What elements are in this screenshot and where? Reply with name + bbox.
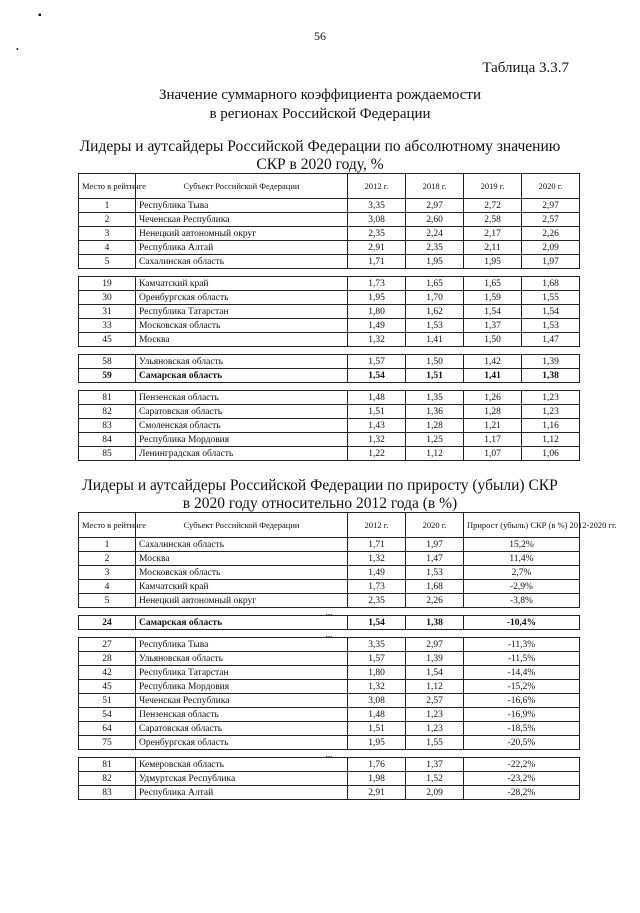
table-row	[79, 391, 580, 405]
value-2020-cell: 1,12	[406, 680, 464, 694]
value-2012-cell: 1,73	[348, 277, 406, 291]
page-title-line: в регионах Российской Федерации	[209, 106, 431, 122]
table-row	[79, 652, 580, 666]
value-2012-cell: 1,48	[348, 391, 406, 405]
region-name-cell: Чеченская Республика	[136, 694, 348, 708]
table-row	[79, 199, 580, 213]
rank-cell: 3	[79, 227, 136, 241]
fertility-absolute-table	[78, 173, 580, 461]
growth-percent-cell: -11,3%	[464, 638, 580, 652]
table-row	[79, 538, 580, 552]
page-title-line: Значение суммарного коэффициента рождаемости	[159, 87, 481, 103]
ellipsis-separator: ...	[79, 630, 580, 638]
value-2019-cell: 1,21	[464, 419, 522, 433]
rank-cell: 2	[79, 552, 136, 566]
table-row	[79, 419, 580, 433]
value-2012-cell: 1,22	[348, 447, 406, 461]
value-2019-cell: 1,26	[464, 391, 522, 405]
value-2019-cell: 1,95	[464, 255, 522, 269]
rank-cell: 5	[79, 594, 136, 608]
value-2020-cell: 2,09	[406, 786, 464, 800]
value-2018-cell: 1,41	[406, 333, 464, 347]
value-2020-cell: 2,09	[522, 241, 580, 255]
region-name-cell: Камчатский край	[136, 580, 348, 594]
value-2020-cell: 2,57	[406, 694, 464, 708]
header-2019: 2019 г.	[464, 174, 522, 199]
rank-cell: 81	[79, 758, 136, 772]
rank-cell: 51	[79, 694, 136, 708]
table-row	[79, 319, 580, 333]
growth-percent-cell: -3,8%	[464, 594, 580, 608]
value-2018-cell: 1,25	[406, 433, 464, 447]
scan-mark: •	[16, 45, 19, 54]
value-2012-cell: 3,08	[348, 694, 406, 708]
table-row	[79, 355, 580, 369]
region-name-cell: Саратовская область	[136, 722, 348, 736]
value-2020-cell: 2,26	[406, 594, 464, 608]
value-2012-cell: 1,95	[348, 736, 406, 750]
fertility-growth-table	[78, 512, 617, 800]
value-2020-cell: 1,47	[522, 333, 580, 347]
value-2020-cell: 1,06	[522, 447, 580, 461]
value-2012-cell: 1,80	[348, 305, 406, 319]
header-rank: Место в рейтинге	[79, 513, 136, 538]
value-2019-cell: 2,58	[464, 213, 522, 227]
rank-cell: 45	[79, 333, 136, 347]
value-2020-cell: 1,12	[522, 433, 580, 447]
header-2012: 2012 г.	[348, 174, 406, 199]
region-name-cell: Республика Татарстан	[136, 666, 348, 680]
value-2012-cell: 1,54	[348, 369, 406, 383]
table-row	[79, 786, 580, 800]
region-name-cell: Республика Татарстан	[136, 305, 348, 319]
value-2012-cell: 1,51	[348, 722, 406, 736]
header-subject: Субъект Российской Федерации	[136, 174, 348, 199]
rank-cell: 85	[79, 447, 136, 461]
ellipsis-separator	[79, 347, 580, 355]
value-2012-cell: 1,32	[348, 680, 406, 694]
value-2012-cell: 1,49	[348, 319, 406, 333]
table-gap-row	[79, 630, 580, 638]
value-2018-cell: 1,53	[406, 319, 464, 333]
region-name-cell: Республика Тыва	[136, 638, 348, 652]
value-2018-cell: 2,24	[406, 227, 464, 241]
growth-percent-cell: 11,4%	[464, 552, 580, 566]
value-2019-cell: 1,54	[464, 305, 522, 319]
value-2012-cell: 1,32	[348, 433, 406, 447]
value-2012-cell: 1,32	[348, 552, 406, 566]
table-reference: Таблица 3.3.7	[482, 60, 569, 76]
value-2019-cell: 2,17	[464, 227, 522, 241]
rank-cell: 2	[79, 213, 136, 227]
value-2020-cell: 1,55	[522, 291, 580, 305]
region-name-cell: Удмуртская Республика	[136, 772, 348, 786]
value-2020-cell: 1,23	[522, 405, 580, 419]
table-row	[79, 227, 580, 241]
value-2020-cell: 1,97	[406, 538, 464, 552]
growth-percent-cell: -22,2%	[464, 758, 580, 772]
value-2012-cell: 1,71	[348, 255, 406, 269]
table-row	[79, 580, 580, 594]
table-row	[79, 369, 580, 383]
table-row	[79, 772, 580, 786]
value-2012-cell: 1,80	[348, 666, 406, 680]
ellipsis-separator	[79, 383, 580, 391]
value-2018-cell: 1,50	[406, 355, 464, 369]
growth-percent-cell: -10,4%	[464, 616, 580, 630]
value-2020-cell: 1,16	[522, 419, 580, 433]
value-2020-cell: 1,37	[406, 758, 464, 772]
region-name-cell: Самарская область	[136, 616, 348, 630]
rank-cell: 28	[79, 652, 136, 666]
growth-percent-cell: 2,7%	[464, 566, 580, 580]
value-2012-cell: 2,35	[348, 227, 406, 241]
value-2018-cell: 1,36	[406, 405, 464, 419]
rank-cell: 58	[79, 355, 136, 369]
region-name-cell: Москва	[136, 552, 348, 566]
rank-cell: 64	[79, 722, 136, 736]
growth-percent-cell: -28,2%	[464, 786, 580, 800]
table-gap-row	[79, 383, 580, 391]
table-row	[79, 680, 580, 694]
ellipsis-separator: ...	[79, 608, 580, 616]
table-row	[79, 241, 580, 255]
rank-cell: 83	[79, 786, 136, 800]
table-gap-row	[79, 608, 580, 616]
rank-cell: 45	[79, 680, 136, 694]
scan-mark: ▪	[38, 10, 42, 21]
rank-cell: 5	[79, 255, 136, 269]
value-2012-cell: 1,57	[348, 355, 406, 369]
table2-title-line: в 2020 году относительно 2012 года (в %)	[182, 495, 458, 512]
value-2012-cell: 1,48	[348, 708, 406, 722]
value-2012-cell: 2,91	[348, 786, 406, 800]
region-name-cell: Оренбургская область	[136, 736, 348, 750]
rank-cell: 83	[79, 419, 136, 433]
value-2020-cell: 1,55	[406, 736, 464, 750]
header-2020: 2020 г.	[522, 174, 580, 199]
rank-cell: 27	[79, 638, 136, 652]
value-2019-cell: 1,07	[464, 447, 522, 461]
table1-title-line: СКР в 2020 году, %	[256, 156, 384, 173]
rank-cell: 82	[79, 405, 136, 419]
growth-percent-cell: -2,9%	[464, 580, 580, 594]
table-row	[79, 433, 580, 447]
value-2020-cell: 1,23	[406, 708, 464, 722]
growth-percent-cell: -23,2%	[464, 772, 580, 786]
table-row	[79, 333, 580, 347]
value-2012-cell: 1,49	[348, 566, 406, 580]
region-name-cell: Ульяновская область	[136, 355, 348, 369]
table-gap-row	[79, 750, 580, 758]
table-row	[79, 255, 580, 269]
region-name-cell: Ненецкий автономный округ	[136, 594, 348, 608]
rank-cell: 54	[79, 708, 136, 722]
table-row	[79, 722, 580, 736]
value-2019-cell: 1,50	[464, 333, 522, 347]
table-row	[79, 405, 580, 419]
value-2020-cell: 1,68	[406, 580, 464, 594]
ellipsis-separator	[79, 269, 580, 277]
table-row	[79, 666, 580, 680]
growth-percent-cell: -18,5%	[464, 722, 580, 736]
value-2019-cell: 2,11	[464, 241, 522, 255]
table-row	[79, 447, 580, 461]
value-2020-cell: 1,68	[522, 277, 580, 291]
region-name-cell: Ульяновская область	[136, 652, 348, 666]
table-body	[79, 199, 580, 461]
value-2018-cell: 1,70	[406, 291, 464, 305]
rank-cell: 81	[79, 391, 136, 405]
value-2019-cell: 1,41	[464, 369, 522, 383]
table-header-row	[79, 513, 580, 538]
growth-percent-cell: -14,4%	[464, 666, 580, 680]
table-row	[79, 758, 580, 772]
value-2020-cell: 1,53	[406, 566, 464, 580]
region-name-cell: Чеченская Республика	[136, 213, 348, 227]
value-2018-cell: 1,28	[406, 419, 464, 433]
region-name-cell: Республика Тыва	[136, 199, 348, 213]
value-2020-cell: 2,97	[406, 638, 464, 652]
growth-percent-cell: -15,2%	[464, 680, 580, 694]
table-row	[79, 638, 580, 652]
rank-cell: 33	[79, 319, 136, 333]
region-name-cell: Республика Мордовия	[136, 680, 348, 694]
region-name-cell: Самарская область	[136, 369, 348, 383]
value-2020-cell: 1,47	[406, 552, 464, 566]
region-name-cell: Сахалинская область	[136, 538, 348, 552]
value-2012-cell: 1,73	[348, 580, 406, 594]
rank-cell: 42	[79, 666, 136, 680]
header-subject: Субъект Российской Федерации	[136, 513, 348, 538]
value-2020-cell: 1,23	[522, 391, 580, 405]
value-2012-cell: 1,95	[348, 291, 406, 305]
rank-cell: 30	[79, 291, 136, 305]
rank-cell: 1	[79, 199, 136, 213]
region-name-cell: Ненецкий автономный округ	[136, 227, 348, 241]
rank-cell: 1	[79, 538, 136, 552]
value-2020-cell: 1,38	[406, 616, 464, 630]
value-2012-cell: 1,32	[348, 333, 406, 347]
table-row	[79, 552, 580, 566]
value-2018-cell: 2,35	[406, 241, 464, 255]
region-name-cell: Республика Мордовия	[136, 433, 348, 447]
value-2012-cell: 1,51	[348, 405, 406, 419]
page-title	[0, 86, 640, 124]
table-row	[79, 305, 580, 319]
value-2020-cell: 1,52	[406, 772, 464, 786]
value-2019-cell: 1,37	[464, 319, 522, 333]
header-growth: Прирост (убыль) СКР (в %) 2012-2020 гг.	[464, 513, 580, 538]
value-2018-cell: 1,35	[406, 391, 464, 405]
value-2019-cell: 1,17	[464, 433, 522, 447]
region-name-cell: Пензенская область	[136, 391, 348, 405]
rank-cell: 84	[79, 433, 136, 447]
value-2012-cell: 2,91	[348, 241, 406, 255]
value-2019-cell: 1,28	[464, 405, 522, 419]
region-name-cell: Саратовская область	[136, 405, 348, 419]
ellipsis-separator: ...	[79, 750, 580, 758]
value-2012-cell: 1,71	[348, 538, 406, 552]
table-row	[79, 708, 580, 722]
region-name-cell: Ленинградская область	[136, 447, 348, 461]
table1-title-line: Лидеры и аутсайдеры Российской Федерации по абсолютному значению	[79, 138, 561, 155]
region-name-cell: Республика Алтай	[136, 241, 348, 255]
table-gap-row	[79, 269, 580, 277]
rank-cell: 4	[79, 580, 136, 594]
region-name-cell: Московская область	[136, 566, 348, 580]
region-name-cell: Пензенская область	[136, 708, 348, 722]
value-2012-cell: 1,57	[348, 652, 406, 666]
table2-title	[0, 477, 640, 513]
value-2020-cell: 1,54	[406, 666, 464, 680]
rank-cell: 59	[79, 369, 136, 383]
value-2019-cell: 1,65	[464, 277, 522, 291]
table2-title-line: Лидеры и аутсайдеры Российской Федерации по приросту (убыли) СКР	[82, 477, 558, 494]
region-name-cell: Московская область	[136, 319, 348, 333]
region-name-cell: Кемеровская область	[136, 758, 348, 772]
value-2020-cell: 1,54	[522, 305, 580, 319]
value-2018-cell: 1,12	[406, 447, 464, 461]
value-2019-cell: 1,42	[464, 355, 522, 369]
header-rank: Место в рейтинге	[79, 174, 136, 199]
value-2012-cell: 3,35	[348, 199, 406, 213]
value-2012-cell: 3,08	[348, 213, 406, 227]
rank-cell: 4	[79, 241, 136, 255]
value-2018-cell: 1,51	[406, 369, 464, 383]
page-number: 56	[314, 29, 326, 43]
rank-cell: 82	[79, 772, 136, 786]
region-name-cell: Москва	[136, 333, 348, 347]
growth-percent-cell: -11,5%	[464, 652, 580, 666]
value-2020-cell: 1,23	[406, 722, 464, 736]
value-2020-cell: 2,26	[522, 227, 580, 241]
rank-cell: 75	[79, 736, 136, 750]
growth-percent-cell: -16,9%	[464, 708, 580, 722]
rank-cell: 31	[79, 305, 136, 319]
header-2012: 2012 г.	[348, 513, 406, 538]
value-2020-cell: 1,38	[522, 369, 580, 383]
growth-percent-cell: -20,5%	[464, 736, 580, 750]
value-2012-cell: 1,98	[348, 772, 406, 786]
rank-cell: 24	[79, 616, 136, 630]
growth-percent-cell: -16,6%	[464, 694, 580, 708]
table1-title	[0, 138, 640, 174]
rank-cell: 19	[79, 277, 136, 291]
table-row	[79, 616, 580, 630]
value-2012-cell: 1,76	[348, 758, 406, 772]
table-row	[79, 594, 580, 608]
region-name-cell: Республика Алтай	[136, 786, 348, 800]
value-2018-cell: 2,60	[406, 213, 464, 227]
header-2020: 2020 г.	[406, 513, 464, 538]
region-name-cell: Оренбургская область	[136, 291, 348, 305]
region-name-cell: Камчатский край	[136, 277, 348, 291]
value-2019-cell: 2,72	[464, 199, 522, 213]
region-name-cell: Смоленская область	[136, 419, 348, 433]
table-body	[79, 538, 580, 800]
value-2018-cell: 1,95	[406, 255, 464, 269]
value-2012-cell: 1,54	[348, 616, 406, 630]
value-2020-cell: 1,39	[522, 355, 580, 369]
value-2012-cell: 3,35	[348, 638, 406, 652]
value-2018-cell: 1,65	[406, 277, 464, 291]
table-row	[79, 213, 580, 227]
value-2020-cell: 2,97	[522, 199, 580, 213]
table-row	[79, 291, 580, 305]
rank-cell: 3	[79, 566, 136, 580]
value-2020-cell: 1,97	[522, 255, 580, 269]
table-row	[79, 736, 580, 750]
table-gap-row	[79, 347, 580, 355]
value-2012-cell: 1,43	[348, 419, 406, 433]
value-2020-cell: 2,57	[522, 213, 580, 227]
value-2012-cell: 2,35	[348, 594, 406, 608]
value-2020-cell: 1,53	[522, 319, 580, 333]
value-2019-cell: 1,59	[464, 291, 522, 305]
table-header-row	[79, 174, 580, 199]
growth-percent-cell: 15,2%	[464, 538, 580, 552]
region-name-cell: Сахалинская область	[136, 255, 348, 269]
table-row	[79, 694, 580, 708]
table-row	[79, 566, 580, 580]
table-row	[79, 277, 580, 291]
header-2018: 2018 г.	[406, 174, 464, 199]
value-2018-cell: 2,97	[406, 199, 464, 213]
value-2018-cell: 1,62	[406, 305, 464, 319]
value-2020-cell: 1,39	[406, 652, 464, 666]
